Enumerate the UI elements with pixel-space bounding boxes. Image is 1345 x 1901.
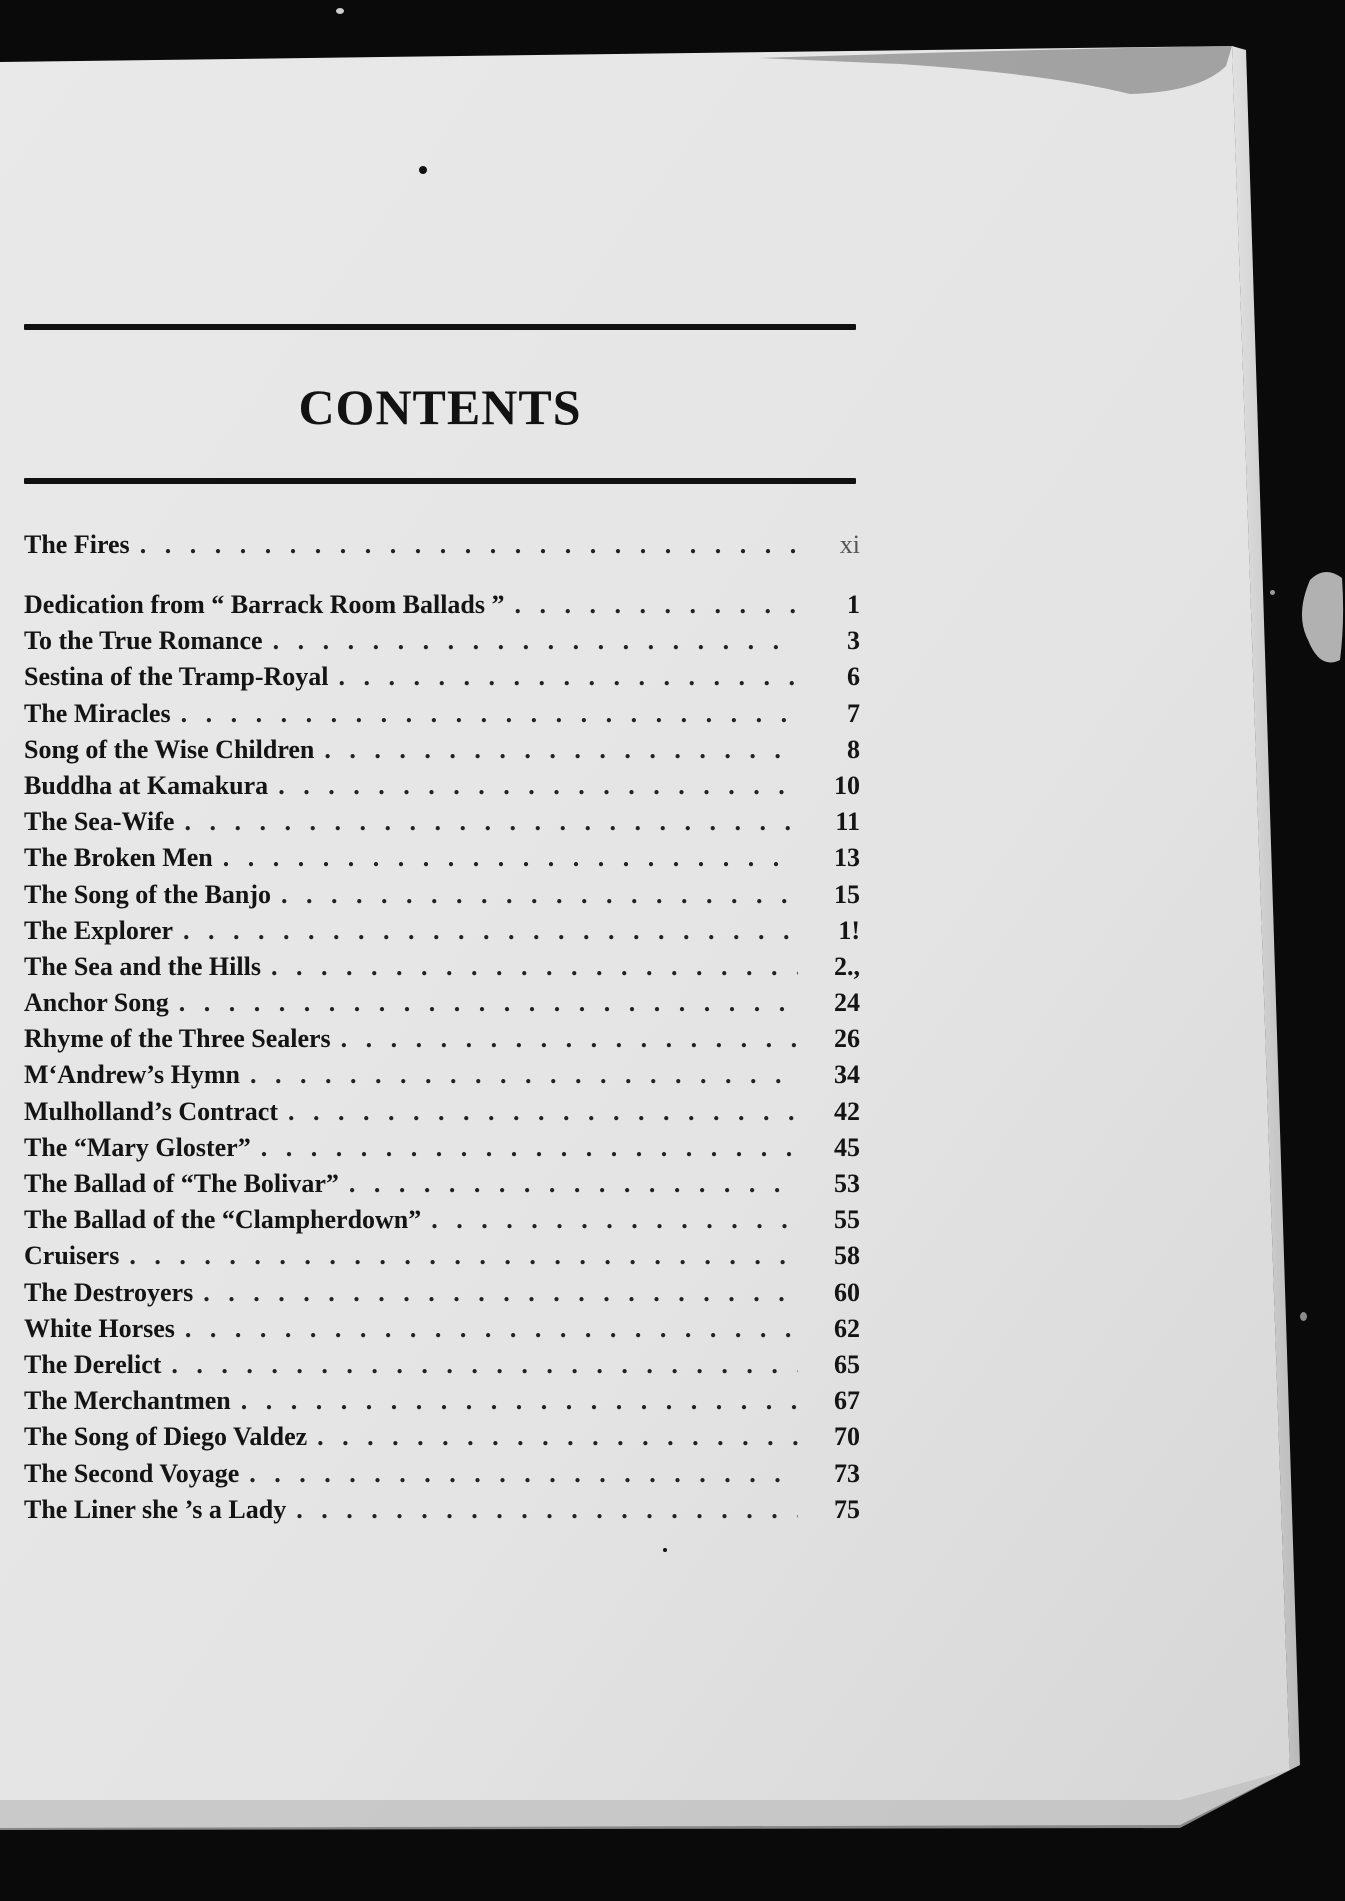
dot-leader bbox=[184, 807, 798, 837]
toc-entry-page: 1! bbox=[838, 915, 860, 945]
toc-entry-page: 6 bbox=[847, 662, 860, 692]
toc-entry-title: The Second Voyage bbox=[24, 1458, 240, 1488]
toc-entry-title: Mulholland’s Contract bbox=[24, 1096, 278, 1126]
toc-entry-page: 24 bbox=[834, 988, 860, 1018]
toc-entry-page: 1 bbox=[847, 590, 860, 619]
toc-entry-title: Anchor Song bbox=[24, 988, 169, 1018]
toc-entry-title: Dedication from “ Barrack Room Ballads ” bbox=[24, 590, 505, 619]
dot-leader bbox=[273, 626, 798, 656]
ink-speck bbox=[663, 1548, 667, 1552]
toc-entry-title: M‘Andrew’s Hymn bbox=[24, 1060, 240, 1090]
dot-leader bbox=[349, 1169, 798, 1199]
toc-entry-title: The Merchantmen bbox=[24, 1386, 231, 1416]
toc-entry bbox=[24, 952, 860, 988]
toc-entry bbox=[24, 1097, 860, 1133]
toc-entry-page: 45 bbox=[834, 1132, 860, 1162]
toc-entry-page: 55 bbox=[834, 1205, 860, 1235]
toc-entry bbox=[24, 1422, 860, 1458]
toc-entry-title: The Ballad of the “Clampherdown” bbox=[24, 1205, 422, 1235]
dot-leader bbox=[271, 952, 798, 982]
dot-leader bbox=[339, 662, 798, 692]
toc-entry-title: The Fires bbox=[24, 530, 130, 559]
dot-leader bbox=[278, 771, 798, 801]
toc-entry-title: The Song of the Banjo bbox=[24, 879, 272, 909]
dust-speck bbox=[336, 8, 344, 14]
toc-entry-page: 2., bbox=[834, 951, 860, 981]
dot-leader bbox=[281, 880, 798, 910]
toc-entry-page: 13 bbox=[834, 843, 860, 873]
toc-entry-page: 73 bbox=[834, 1458, 860, 1488]
toc-entry-title: To the True Romance bbox=[24, 626, 263, 656]
toc-entry bbox=[24, 771, 860, 807]
toc-entry bbox=[24, 662, 860, 698]
dot-leader bbox=[317, 1422, 798, 1452]
dot-leader bbox=[431, 1205, 798, 1235]
toc-entry-page: 26 bbox=[834, 1024, 860, 1054]
toc-entry bbox=[24, 1314, 860, 1350]
toc-entry bbox=[24, 1459, 860, 1495]
dust-speck bbox=[1300, 1312, 1307, 1321]
dot-leader bbox=[185, 1314, 798, 1344]
toc-entry-page: 8 bbox=[847, 734, 860, 764]
toc-entry-page: 11 bbox=[835, 807, 860, 837]
toc-entry-page: 75 bbox=[834, 1494, 860, 1524]
toc-entry bbox=[24, 1060, 860, 1096]
toc-entry bbox=[24, 1024, 860, 1060]
toc-entry-title: The “Mary Gloster” bbox=[24, 1132, 251, 1162]
dot-leader bbox=[181, 699, 798, 729]
dot-leader bbox=[341, 1024, 798, 1054]
dust-speck bbox=[1270, 590, 1275, 595]
toc-entry bbox=[24, 1495, 860, 1531]
dot-leader bbox=[324, 735, 798, 765]
toc-entry bbox=[24, 988, 860, 1024]
toc-entry-page: 58 bbox=[834, 1241, 860, 1271]
toc-entry bbox=[24, 1350, 860, 1386]
toc-entry bbox=[24, 807, 860, 843]
toc-entry-title: The Miracles bbox=[24, 698, 171, 728]
dot-leader bbox=[241, 1386, 798, 1416]
toc-list bbox=[24, 590, 860, 1531]
page-heading: CONTENTS bbox=[298, 379, 582, 435]
toc-entry bbox=[24, 735, 860, 771]
toc-entry-title: The Derelict bbox=[24, 1349, 162, 1379]
dot-leader bbox=[223, 843, 798, 873]
toc-entry-title: Song of the Wise Children bbox=[24, 734, 315, 764]
toc-entry-title: The Ballad of “The Bolivar” bbox=[24, 1169, 339, 1198]
dot-leader bbox=[296, 1495, 798, 1525]
toc-entry-title: The Broken Men bbox=[24, 843, 213, 873]
dot-leader bbox=[179, 988, 798, 1018]
toc-entry-title: The Destroyers bbox=[24, 1277, 194, 1307]
toc-entry-page: xi bbox=[839, 530, 860, 559]
toc-entry-title: Sestina of the Tramp-Royal bbox=[24, 662, 329, 692]
toc-entry-title: The Sea and the Hills bbox=[24, 951, 261, 981]
dot-leader bbox=[140, 530, 798, 560]
toc-entry-page: 10 bbox=[834, 770, 860, 800]
dot-leader bbox=[261, 1133, 798, 1163]
toc-entry bbox=[24, 1386, 860, 1422]
toc-preface bbox=[24, 530, 860, 566]
toc-entry-page: 65 bbox=[834, 1349, 860, 1379]
scanner-debris bbox=[1290, 560, 1345, 680]
dot-leader bbox=[288, 1097, 798, 1127]
ink-speck bbox=[419, 166, 427, 174]
dot-leader bbox=[515, 590, 799, 620]
toc-entry-page: 42 bbox=[834, 1096, 860, 1126]
dot-leader bbox=[183, 916, 798, 946]
heading-top-rule bbox=[24, 324, 856, 330]
dot-leader bbox=[129, 1241, 798, 1271]
toc-entry-page: 62 bbox=[834, 1313, 860, 1343]
toc-entry bbox=[24, 699, 860, 735]
toc-entry bbox=[24, 1278, 860, 1314]
toc-entry-page: 3 bbox=[847, 626, 860, 656]
toc-entry-title: Cruisers bbox=[24, 1241, 120, 1271]
toc-entry-title: Rhyme of the Three Sealers bbox=[24, 1024, 331, 1054]
toc-entry-title: The Liner she ’s a Lady bbox=[24, 1494, 287, 1524]
toc-entry-page: 7 bbox=[847, 698, 860, 728]
toc-entry-title: The Sea-Wife bbox=[24, 807, 175, 837]
toc-entry bbox=[24, 1133, 860, 1169]
toc-entry-title: The Song of Diego Valdez bbox=[24, 1422, 308, 1452]
toc-entry bbox=[24, 1241, 860, 1277]
toc-entry bbox=[24, 590, 860, 626]
dot-leader bbox=[249, 1459, 798, 1489]
heading-bottom-rule bbox=[24, 478, 856, 484]
toc-entry bbox=[24, 916, 860, 952]
toc-entry bbox=[24, 530, 860, 566]
dot-leader bbox=[203, 1278, 798, 1308]
toc-entry bbox=[24, 880, 860, 916]
dot-leader bbox=[250, 1060, 798, 1090]
toc-entry-title: White Horses bbox=[24, 1313, 175, 1343]
toc-entry-title: The Explorer bbox=[24, 915, 174, 945]
toc-entry-page: 67 bbox=[834, 1386, 860, 1416]
toc-entry-page: 34 bbox=[834, 1060, 860, 1090]
toc-entry-page: 53 bbox=[834, 1169, 860, 1198]
toc-entry bbox=[24, 1205, 860, 1241]
toc-entry-title: Buddha at Kamakura bbox=[24, 770, 269, 800]
toc-entry bbox=[24, 626, 860, 662]
toc-entry-page: 70 bbox=[834, 1422, 860, 1452]
toc-entry-page: 60 bbox=[834, 1277, 860, 1307]
toc-entry-page: 15 bbox=[834, 879, 860, 909]
toc-entry bbox=[24, 843, 860, 879]
dot-leader bbox=[171, 1350, 798, 1380]
toc-entry bbox=[24, 1169, 860, 1205]
